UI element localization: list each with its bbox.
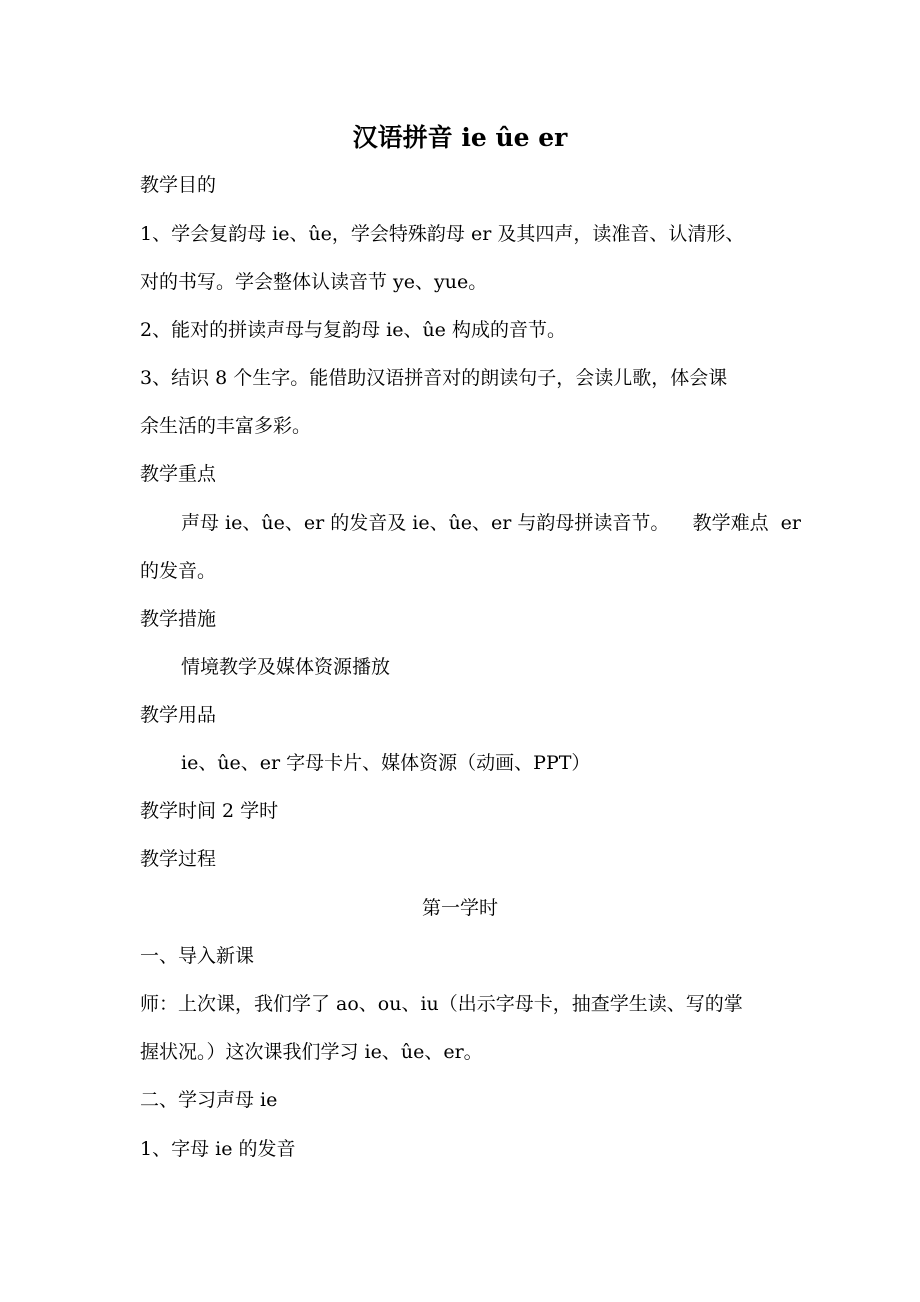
subsection-1-heading: 1、字母 ie 的发音 [140, 1138, 296, 1160]
heading-key-points: 教学重点 [140, 463, 217, 485]
first-period-heading: 第一学时 [421, 897, 498, 919]
document-title: 汉语拼音 ie ûe er [352, 123, 568, 152]
goal-1-line-2: 对的书写。学会整体认读音节 ye、yue。 [140, 271, 488, 293]
teacher-line-2: 握状况。）这次课我们学习 ie、ûe、er。 [140, 1041, 483, 1063]
section-1-heading: 一、导入新课 [140, 945, 255, 967]
heading-difficulty: 教学难点 [692, 512, 769, 534]
teaching-time: 教学时间 2 学时 [140, 800, 279, 822]
teacher-line-1: 师：上次课，我们学了 ao、ou、iu（出示字母卡，抽查学生读、写的掌 [140, 993, 743, 1015]
difficulty-er: er [780, 512, 801, 534]
heading-process: 教学过程 [140, 848, 217, 870]
heading-teaching-goals: 教学目的 [140, 174, 217, 196]
key-points-text: 声母 ie、ûe、er 的发音及 ie、ûe、er 与韵母拼读音节。 [181, 512, 670, 534]
section-2-heading: 二、学习声母 ie [140, 1089, 278, 1111]
measures-text: 情境教学及媒体资源播放 [181, 656, 391, 678]
goal-1-line-1: 1、学会复韵母 ie、ûe，学会特殊韵母 er 及其四声，读准音、认清形、 [140, 223, 745, 245]
difficulty-continuation: 的发音。 [140, 560, 217, 582]
goal-3-line-2: 余生活的丰富多彩。 [140, 415, 312, 437]
goal-2: 2、能对的拼读声母与复韵母 ie、ûe 构成的音节。 [140, 319, 566, 341]
heading-measures: 教学措施 [140, 608, 217, 630]
key-points-line [181, 511, 801, 535]
heading-materials: 教学用品 [140, 704, 217, 726]
materials-text: ie、ûe、er 字母卡片、媒体资源（动画、PPT） [181, 752, 591, 774]
goal-3-line-1: 3、结识 8 个生字。能借助汉语拼音对的朗读句子，会读儿歌，体会课 [140, 367, 728, 389]
difficulty-inline [693, 511, 801, 535]
